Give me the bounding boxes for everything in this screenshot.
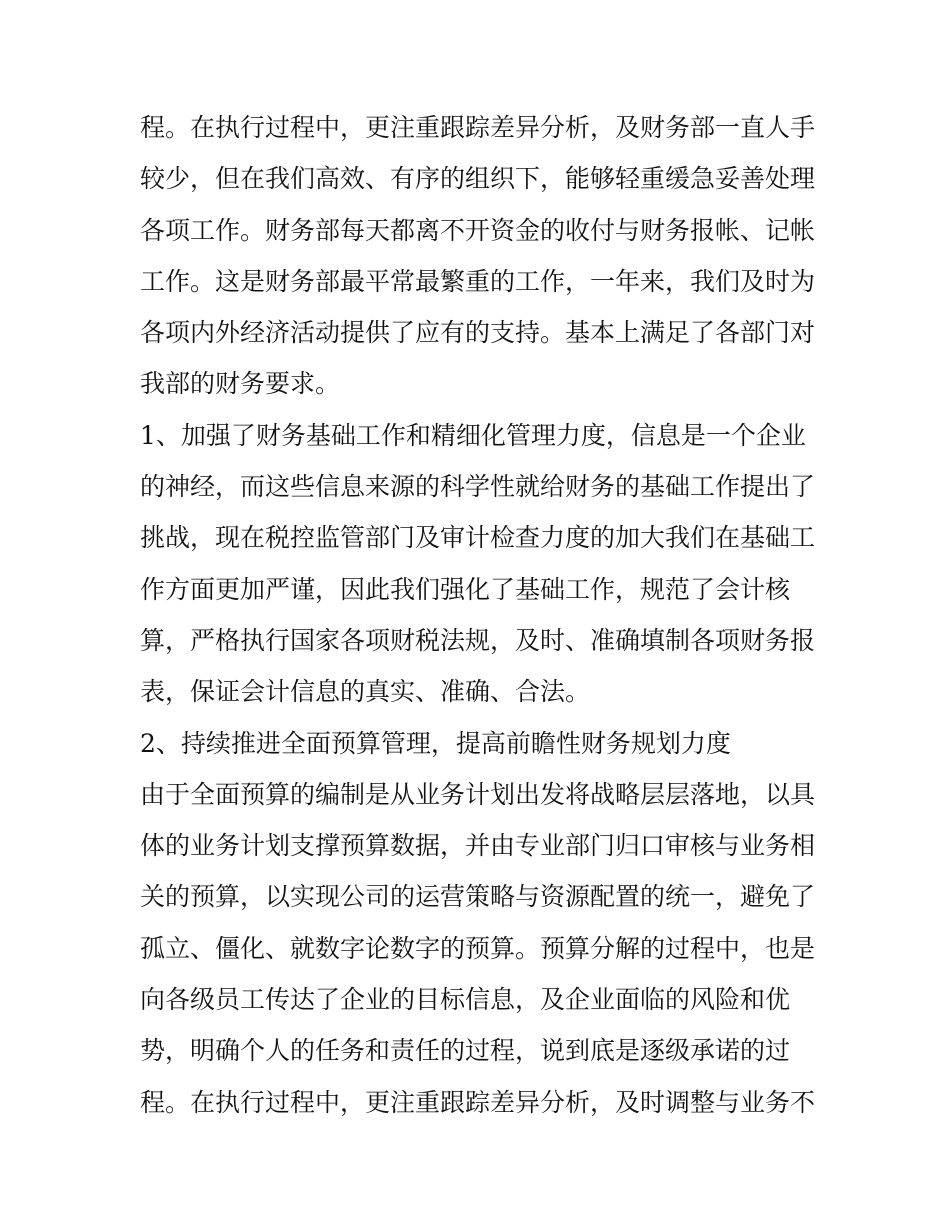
text-line: 势，明确个人的任务和责任的过程，说到底是逐级承诺的过 [140, 1036, 791, 1066]
text-line: 体的业务计划支撑预算数据，并由专业部门归口审核与业务相 [140, 831, 816, 861]
text-line: 向各级员工传达了企业的目标信息，及企业面临的风险和优 [140, 985, 791, 1015]
text-line: 程。在执行过程中，更注重跟踪差异分析，及财务部一直人手 [140, 113, 816, 142]
list-item-heading: 1、加强了财务基础工作和精细化管理力度，信息是一个企业 [140, 420, 806, 450]
text-line: 孤立、僵化、就数字论数字的预算。预算分解的过程中，也是 [140, 933, 816, 963]
text-line: 我部的财务要求。 [140, 369, 341, 399]
text-line: 作方面更加严谨，因此我们强化了基础工作，规范了会计核 [140, 574, 791, 604]
text-line: 较少，但在我们高效、有序的组织下，能够轻重缓急妥善处理 [140, 164, 816, 194]
text-line: 由于全面预算的编制是从业务计划出发将战略层层落地，以具 [140, 779, 816, 809]
text-line: 关的预算，以实现公司的运营策略与资源配置的统一，避免了 [140, 882, 816, 912]
text-line: 各项工作。财务部每天都离不开资金的收付与财务报帐、记帐 [140, 215, 816, 245]
text-line: 的神经，而这些信息来源的科学性就给财务的基础工作提出了 [140, 472, 816, 502]
document-body [140, 102, 820, 1128]
list-item-heading: 2、持续推进全面预算管理，提高前瞻性财务规划力度 [140, 728, 731, 758]
text-line: 挑战，现在税控监管部门及审计检查力度的加大我们在基础工 [140, 523, 816, 553]
text-line: 算，严格执行国家各项财税法规，及时、准确填制各项财务报 [140, 625, 816, 655]
text-line: 工作。这是财务部最平常最繁重的工作，一年来，我们及时为 [140, 266, 816, 296]
text-line: 各项内外经济活动提供了应有的支持。基本上满足了各部门对 [140, 318, 816, 348]
text-line: 程。在执行过程中，更注重跟踪差异分析，及时调整与业务不 [140, 1087, 816, 1117]
text-line: 表，保证会计信息的真实、准确、合法。 [140, 677, 591, 707]
